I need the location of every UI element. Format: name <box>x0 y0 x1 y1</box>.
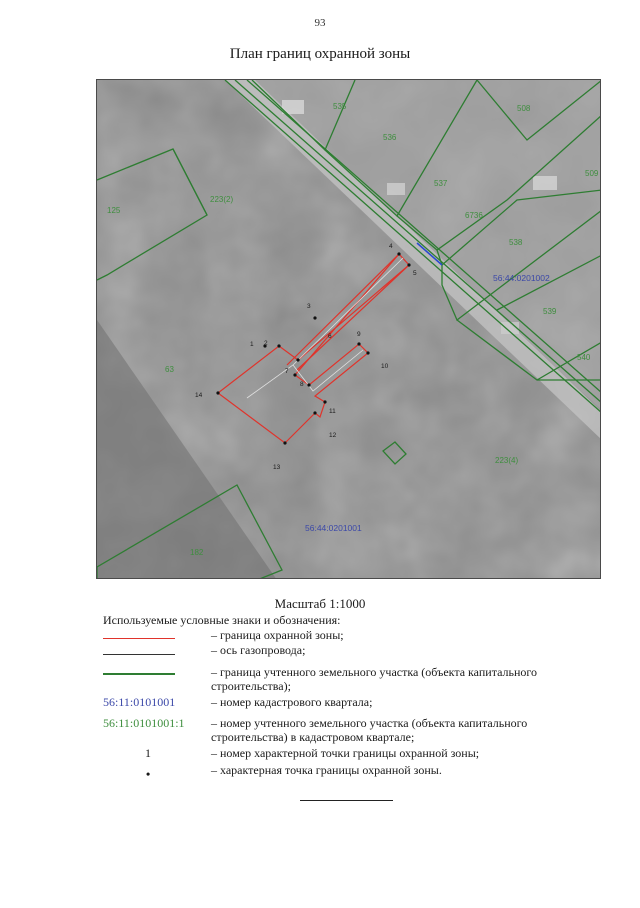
parcel-label: 508 <box>517 104 531 113</box>
point-label: 9 <box>357 331 361 338</box>
parcel-label: 182 <box>190 548 204 557</box>
parcel-label: 125 <box>107 206 121 215</box>
quarter-label: 56:44:0201001 <box>305 523 362 533</box>
legend-description: – граница охранной зоны; <box>211 628 344 642</box>
legend-item-zone-boundary <box>103 628 603 642</box>
legend-description: – номер характерной точки границы охранной зоны; <box>211 746 480 760</box>
point-label: 7 <box>285 368 289 375</box>
parcel-label: 6736 <box>465 211 483 220</box>
legend-item-parcel-number <box>103 716 603 744</box>
point-label: 3 <box>307 303 311 310</box>
parcel-label: 538 <box>509 238 523 247</box>
map-scale: Масштаб 1:1000 <box>274 596 366 611</box>
page-title: План границ охранной зоны <box>229 46 411 62</box>
legend-item-point-number <box>103 746 603 760</box>
legend-description: – граница учтенного земельного участка (объекта капитального строительства); <box>211 665 538 693</box>
legend-symbol: 56:11:0101001:1 <box>103 716 185 730</box>
parcel-label: 540 <box>577 353 591 362</box>
parcel-label: 536 <box>383 133 397 142</box>
point-label: 13 <box>273 464 281 471</box>
point-label: 1 <box>250 341 254 348</box>
parcel-label: 537 <box>434 179 448 188</box>
legend-symbol: 56:11:0101001 <box>103 695 176 709</box>
zone-boundary-symbol <box>103 638 175 639</box>
cadastral-map <box>96 79 601 579</box>
point-label: 4 <box>389 243 393 250</box>
point-label: 11 <box>329 408 336 415</box>
legend-description: – номер учтенного земельного участка (объекта капитального строительства) в кадастровом квартале; <box>211 716 528 744</box>
point-label: 8 <box>300 381 304 388</box>
legend-description: – характерная точка границы охранной зоны. <box>211 763 442 777</box>
parcel-label: 535 <box>333 102 347 111</box>
legend-symbol: 1 <box>145 746 151 760</box>
point-label: 5 <box>413 270 417 277</box>
page-number: 93 <box>314 17 326 29</box>
bottom-rule <box>300 800 393 801</box>
point-label: 10 <box>381 363 389 370</box>
point-label: 6 <box>328 333 332 340</box>
parcel-label: 63 <box>165 365 174 374</box>
legend-item-parcel-boundary <box>103 665 603 693</box>
legend-heading: Используемые условные знаки и обозначения: <box>103 613 341 627</box>
quarter-label: 56:44:0201002 <box>493 273 550 283</box>
gas-axis-symbol <box>103 654 175 655</box>
legend-symbol: • <box>146 767 151 781</box>
parcel-label: 223(4) <box>495 456 519 465</box>
point-label: 14 <box>195 392 203 399</box>
point-label: 2 <box>264 340 268 347</box>
map-svg <box>97 80 601 579</box>
legend-item-gas-axis <box>103 643 603 657</box>
legend-description: – ось газопровода; <box>211 643 306 657</box>
legend-item-point <box>103 763 603 781</box>
point-label: 12 <box>329 432 337 439</box>
parcel-boundary-symbol <box>103 673 175 675</box>
legend-item-quarter-number <box>103 695 603 709</box>
parcel-label: 509 <box>585 169 599 178</box>
parcel-label: 539 <box>543 307 557 316</box>
parcel-label: 223(2) <box>210 195 234 204</box>
legend-description: – номер кадастрового квартала; <box>211 695 373 709</box>
